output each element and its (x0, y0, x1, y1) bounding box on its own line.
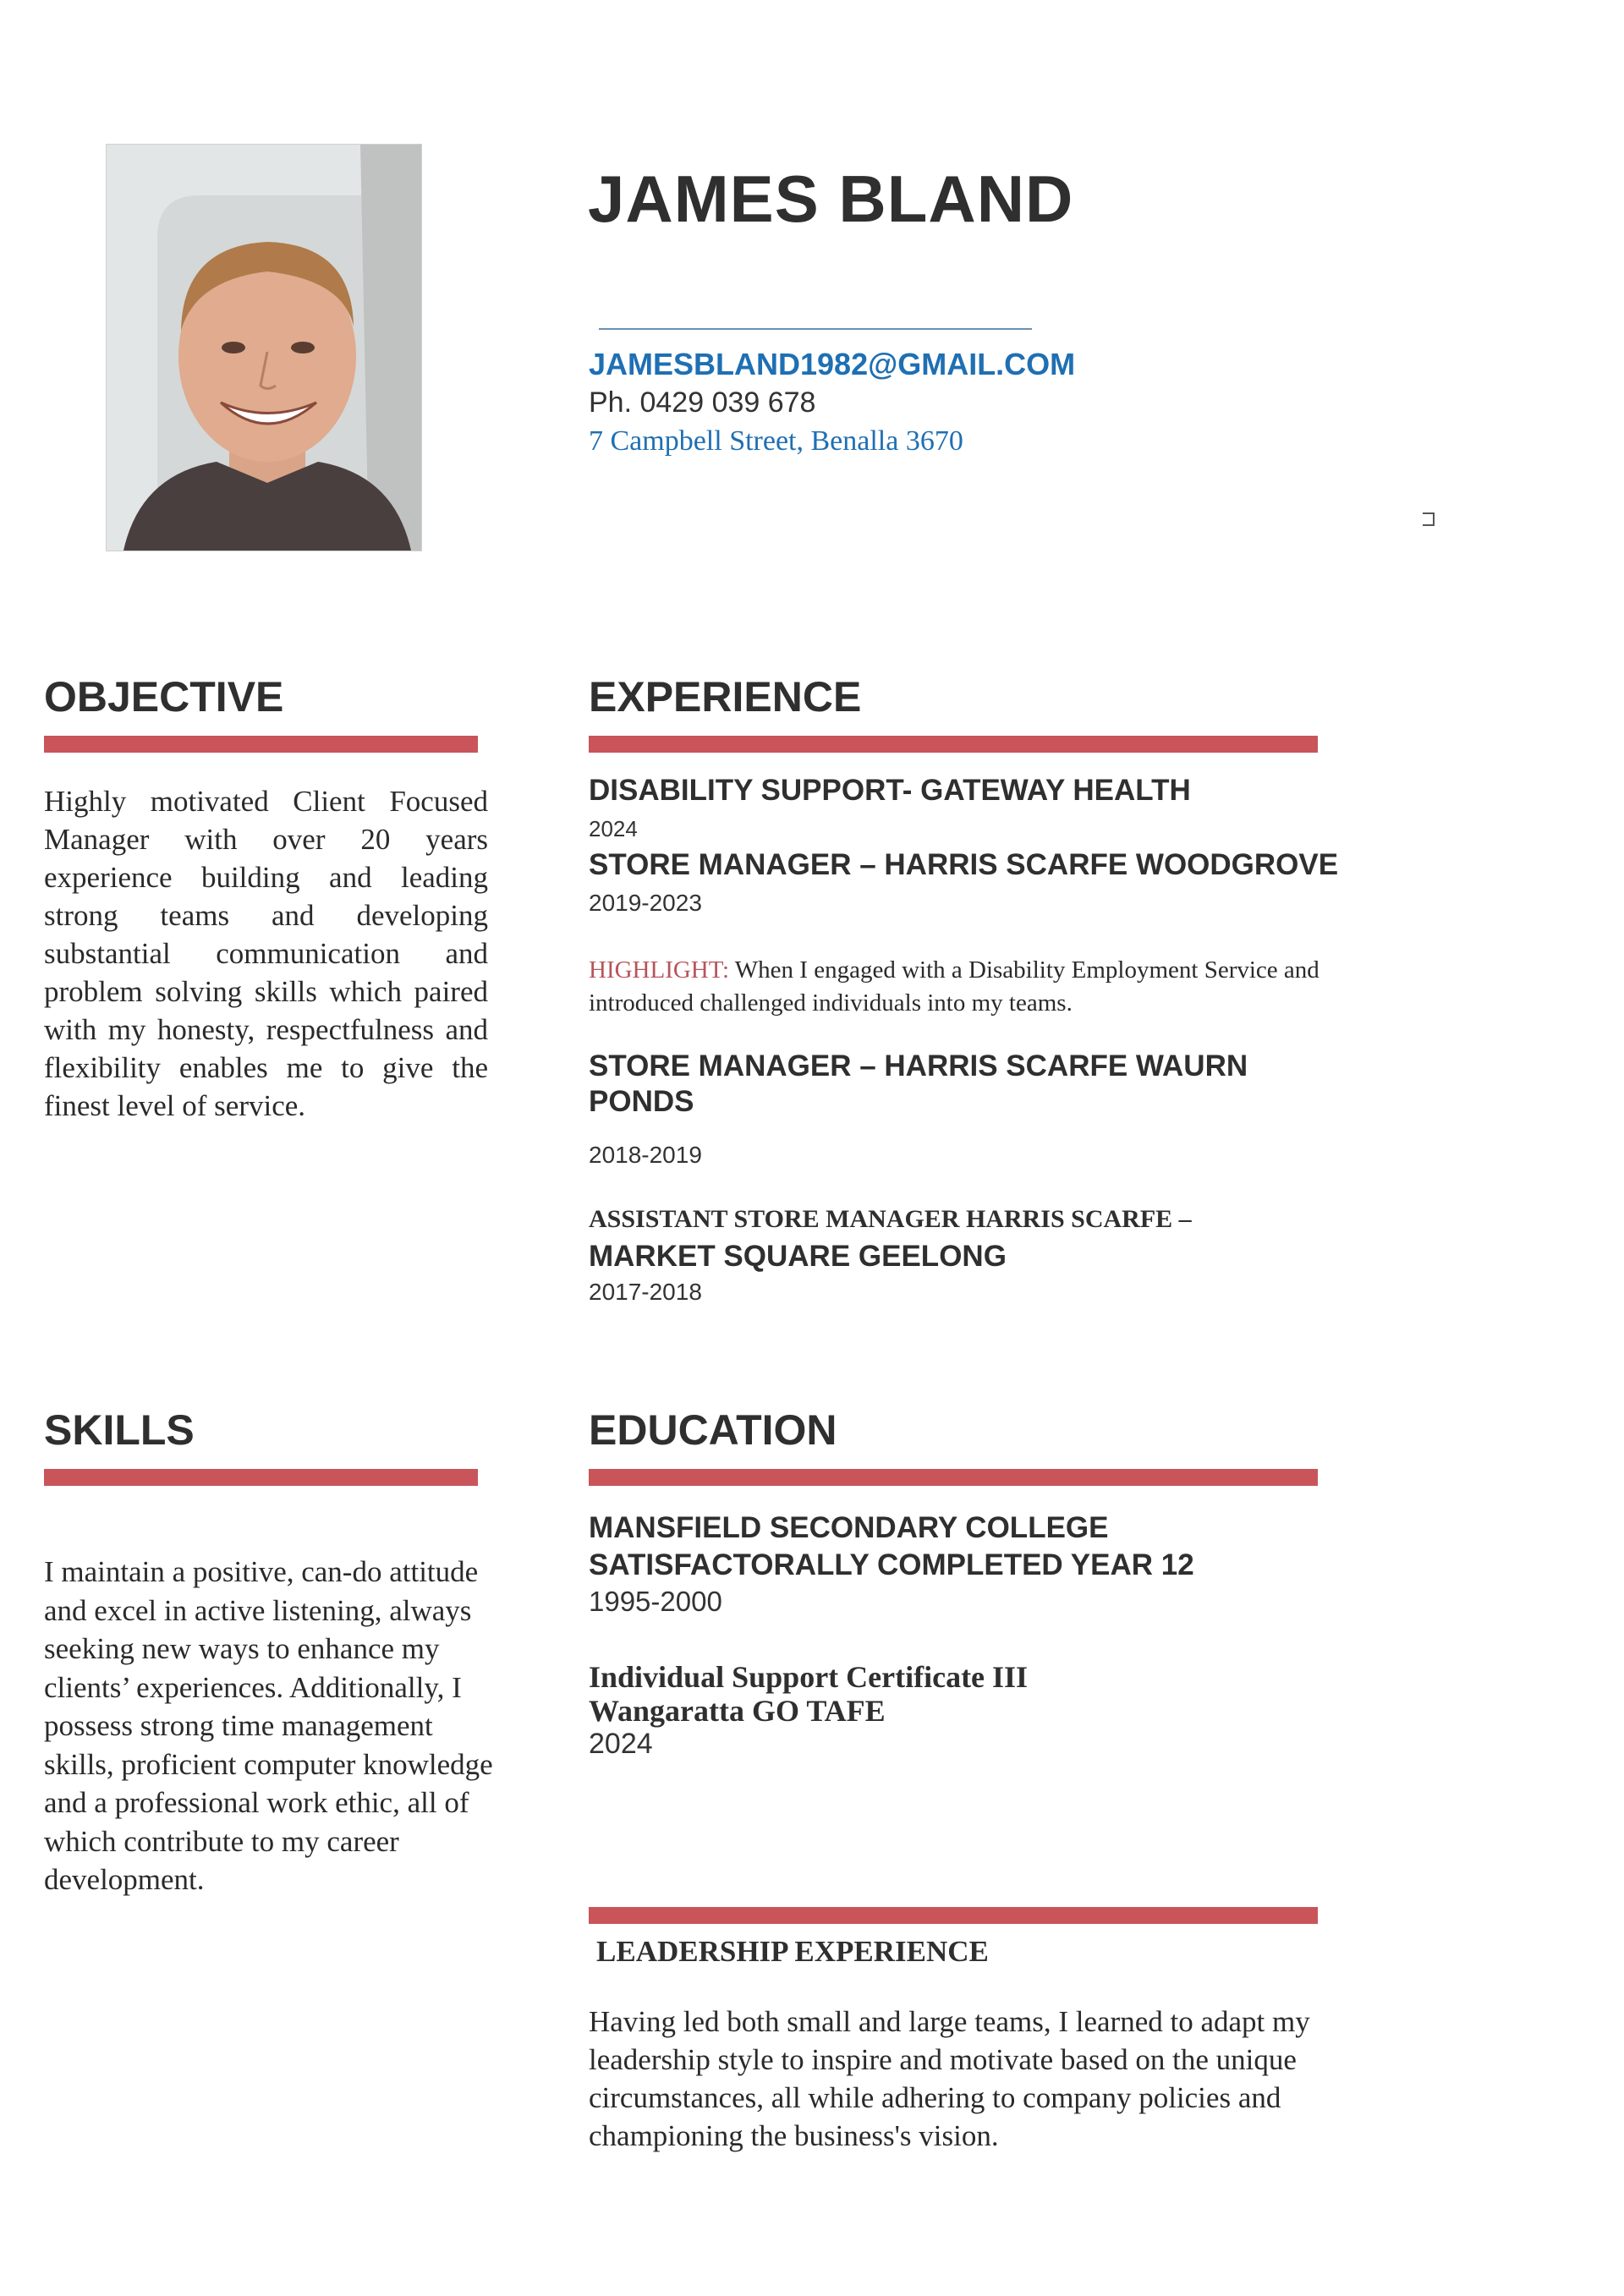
candidate-name: JAMES BLAND (588, 162, 1074, 236)
leadership-heading: LEADERSHIP EXPERIENCE (596, 1935, 989, 1968)
job-date-4: 2017-2018 (589, 1279, 702, 1305)
scan-mark (1423, 512, 1435, 526)
experience-divider (589, 736, 1318, 753)
leadership-text: Having led both small and large teams, I learned to adapt my leadership style to inspire and motivate based on the unique circumstances, all while adhering to company policies and championing the business's vision. (589, 2005, 1310, 2152)
email-address[interactable]: JAMESBLAND1982@GMAIL.COM (589, 347, 1076, 381)
phone-number: Ph. 0429 039 678 (589, 386, 816, 419)
skills-divider (44, 1469, 478, 1486)
job-date-3: 2018-2019 (589, 1142, 702, 1168)
experience-highlight (589, 954, 1333, 1020)
education-1-school: MANSFIELD SECONDARY COLLEGE (589, 1511, 1109, 1544)
job-title-4-line1: ASSISTANT STORE MANAGER HARRIS SCARFE – (589, 1205, 1192, 1233)
skills-text: I maintain a positive, can-do attitude and excel in active listening, always seeking new ways to enhance my clients’ experiences. Additionally, I possess strong time management skills, proficient computer knowledge and a professional work ethic, all of which contribute to my career development. (44, 1555, 493, 1896)
job-date-2: 2019-2023 (589, 890, 702, 916)
objective-heading: OBJECTIVE (44, 673, 284, 721)
education-2-date: 2024 (589, 1728, 653, 1760)
highlight-label: HIGHLIGHT: (589, 956, 730, 984)
education-2-school: Wangaratta GO TAFE (589, 1694, 886, 1728)
objective-divider (44, 736, 478, 753)
job-title-1: DISABILITY SUPPORT- GATEWAY HEALTH (589, 774, 1191, 807)
street-address: 7 Campbell Street, Benalla 3670 (589, 425, 963, 457)
skills-heading: SKILLS (44, 1406, 195, 1454)
header-divider (599, 328, 1032, 330)
education-heading: EDUCATION (589, 1406, 837, 1454)
education-1-date: 1995-2000 (589, 1586, 722, 1617)
job-title-4-line2: MARKET SQUARE GEELONG (589, 1240, 1007, 1273)
highlight-text: When I engaged with a Disability Employment Service and introduced challenged individuals into my teams. (589, 956, 1320, 1016)
experience-heading: EXPERIENCE (589, 673, 862, 721)
job-title-3: STORE MANAGER – HARRIS SCARFE WAURN PONDS (589, 1049, 1248, 1118)
profile-photo (106, 144, 422, 551)
job-date-1: 2024 (589, 816, 638, 841)
education-divider (589, 1469, 1318, 1486)
education-2-qualification: Individual Support Certificate III (589, 1660, 1029, 1694)
objective-text: Highly motivated Client Focused Manager with over 20 years experience building and leading strong teams and developing substantial communication and problem solving skills which paired with my honesty, respectfulness and flexibility enables me to give the finest level of service. (44, 785, 488, 1122)
leadership-divider (589, 1907, 1318, 1924)
job-title-2: STORE MANAGER – HARRIS SCARFE WOODGROVE (589, 848, 1339, 881)
education-1-qualification: SATISFACTORALLY COMPLETED YEAR 12 (589, 1548, 1194, 1581)
